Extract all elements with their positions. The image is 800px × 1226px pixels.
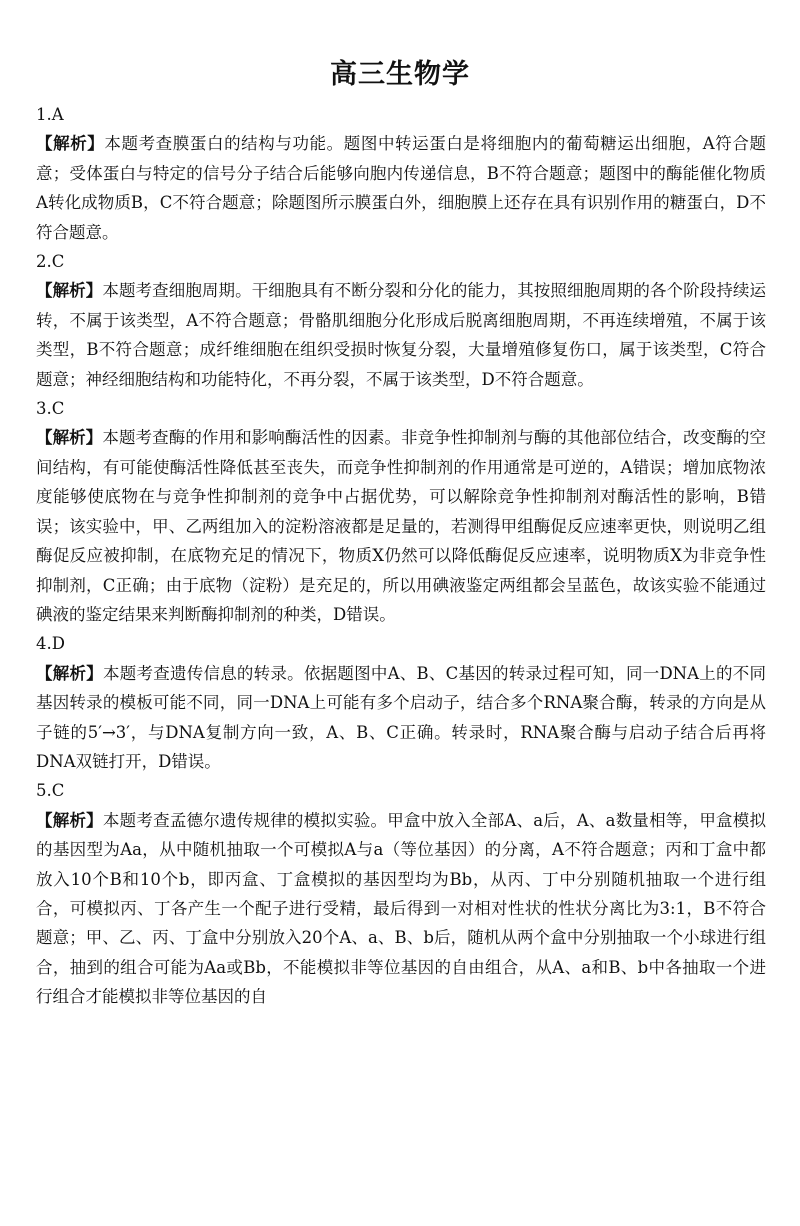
question-number: 2.C bbox=[36, 252, 65, 272]
explanation-tag: 【解析】 bbox=[36, 134, 105, 154]
question-number: 3.C bbox=[36, 399, 65, 419]
question-number: 5.C bbox=[36, 781, 65, 801]
explanation-text: 本题考查遗传信息的转录。依据题图中A、B、C基因的转录过程可知，同一DNA上的不同基因转录的模板可能不同，同一DNA上可能有多个启动子，结合多个RNA聚合酶，转录的方向是从子链的5′→3′，与DNA复制方向一致，A、B、C正确。转录时，RNA聚合酶与启动子结合后再将DNA双链打开，D错误。 bbox=[36, 663, 767, 771]
explanation-paragraph bbox=[36, 659, 766, 777]
explanation-text: 本题考查细胞周期。干细胞具有不断分裂和分化的能力，其按照细胞周期的各个阶段持续运转，不属于该类型，A不符合题意；骨骼肌细胞分化形成后脱离细胞周期，不再连续增殖，不属于该类型，B不符合题意；成纤维细胞在组织受损时恢复分裂，大量增殖修复伤口，属于该类型，C符合题意；神经细胞结构和功能特化，不再分裂，不属于该类型，D不符合题意。 bbox=[36, 281, 767, 389]
explanation-tag: 【解析】 bbox=[36, 810, 103, 830]
question-number: 1.A bbox=[36, 105, 64, 124]
answer-list bbox=[36, 100, 766, 1012]
explanation-tag: 【解析】 bbox=[36, 428, 103, 448]
explanation-text: 本题考查孟德尔遗传规律的模拟实验。甲盒中放入全部A、a后，A、a数量相等，甲盒模拟的基因型为Aa，从中随机抽取一个可模拟A与a（等位基因）的分离，A不符合题意；丙和丁盒中都放入10个B和10个b，即丙盒、丁盒模拟的基因型均为Bb，从丙、丁中分别随机抽取一个进行组合，可模拟丙、丁各产生一个配子进行受精，最后得到一对相对性状的性状分离比为3:1，B不符合题意；甲、乙、丙、丁盒中分别放入20个A、a、B、b后，随机从两个盒中分别抽取一个小球进行组合，抽到的组合可能为Aa或Bb，不能模拟非等位基因的自由组合，从A、a和B、b中各抽取一个进行组合才能模拟非等位基因的自 bbox=[36, 810, 767, 1007]
explanation-text: 本题考查酶的作用和影响酶活性的因素。非竞争性抑制剂与酶的其他部位结合，改变酶的空间结构，有可能使酶活性降低甚至丧失，而竞争性抑制剂的作用通常是可逆的，A错误；增加底物浓度能够使底物在与竞争性抑制剂的竞争中占据优势，可以解除竞争性抑制剂对酶活性的影响，B错误；该实验中，甲、乙两组加入的淀粉溶液都是足量的，若测得甲组酶促反应速率更快，则说明乙组酶促反应被抑制，在底物充足的情况下，物质X仍然可以降低酶促反应速率，说明物质X为非竞争性抑制剂，C正确；由于底物（淀粉）是充足的，所以用碘液鉴定两组都会呈蓝色，故该实验不能通过碘液的鉴定结果来判断酶抑制剂的种类，D错误。 bbox=[36, 428, 767, 624]
answer-item bbox=[36, 394, 766, 629]
answer-item bbox=[36, 100, 766, 247]
explanation-tag: 【解析】 bbox=[36, 663, 103, 683]
explanation-paragraph bbox=[36, 129, 766, 247]
answer-item bbox=[36, 247, 766, 394]
explanation-paragraph bbox=[36, 276, 766, 394]
answer-item bbox=[36, 776, 766, 1011]
question-number: 4.D bbox=[36, 634, 65, 654]
explanation-text: 本题考查膜蛋白的结构与功能。题图中转运蛋白是将细胞内的葡萄糖运出细胞，A符合题意；受体蛋白与特定的信号分子结合后能够向胞内传递信息，B不符合题意；题图中的酶能催化物质A转化成物质B，C不符合题意；除题图所示膜蛋白外，细胞膜上还存在具有识别作用的糖蛋白，D不符合题意。 bbox=[36, 134, 766, 242]
page-title: 高三生物学 bbox=[330, 59, 470, 90]
explanation-paragraph bbox=[36, 806, 766, 1012]
explanation-tag: 【解析】 bbox=[36, 281, 103, 301]
explanation-paragraph bbox=[36, 423, 766, 629]
answer-item bbox=[36, 629, 766, 776]
